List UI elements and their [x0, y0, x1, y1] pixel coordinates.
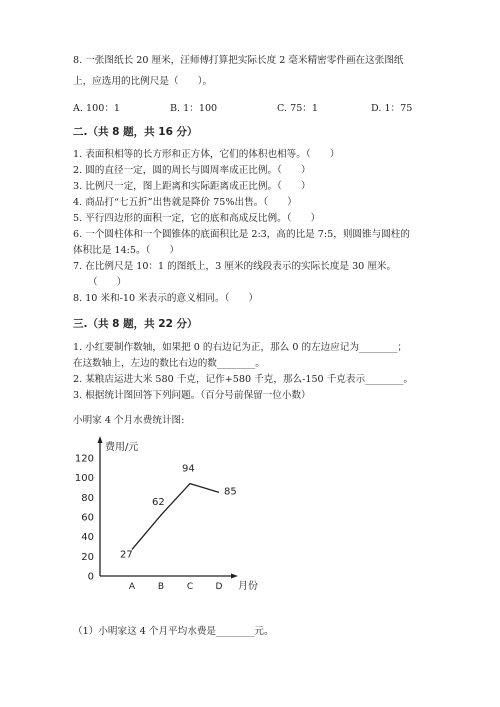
y-tick-label: 80 — [81, 492, 94, 504]
question-sub-1: （1）小明家这 4 个月平均水费是________元。 — [73, 626, 274, 637]
s2-item-7-line1: 7. 在比例尺是 10：1 的图纸上，3 厘米的线段表示的实际长度是 30 厘米。 — [73, 261, 397, 272]
s3-item-1-line2: 在这数轴上，左边的数比右边的数________。 — [73, 358, 265, 369]
s2-item-2: 2. 圆的直径一定，圆的周长与圆周率成正比例。（ ） — [73, 165, 311, 176]
data-label: 62 — [152, 497, 165, 509]
line-chart — [60, 430, 280, 605]
x-tick-label: B — [157, 582, 165, 592]
s2-item-3: 3. 比例尺一定，图上距离和实际距离成正比例。（ ） — [73, 181, 311, 192]
x-tick-label: C — [186, 582, 194, 592]
data-label: 94 — [182, 463, 195, 475]
s2-item-6-line1: 6. 一个圆柱体和一个圆锥体的底面积比是 2:3，高的比是 7:5，则圆锥与圆柱的 — [73, 229, 410, 240]
s3-item-3: 3. 根据统计图回答下列问题。（百分号前保留一位小数） — [73, 390, 311, 401]
y-tick-label: 0 — [87, 571, 94, 583]
y-axis-label: 费用/元 — [105, 442, 139, 453]
s2-item-4: 4. 商品打“七五折”出售就是降价 75%出售。（ ） — [73, 197, 297, 208]
series-line — [132, 484, 219, 550]
x-tick-label: D — [215, 582, 223, 592]
x-tick-label: A — [128, 582, 136, 592]
question-8-line1: 8. 一张图纸长 20 厘米，汪师傅打算把实际长度 2 毫米精密零件画在这张图纸 — [73, 55, 404, 66]
option-a: A. 100：1 — [73, 103, 121, 114]
y-tick-label: 60 — [81, 512, 94, 524]
x-axis-arrow — [231, 574, 238, 579]
s2-item-8: 8. 10 米和-10 米表示的意义相同。（ ） — [73, 293, 259, 304]
y-tick-label: 100 — [74, 473, 94, 485]
y-axis-arrow — [98, 436, 103, 443]
data-label: 27 — [120, 549, 133, 561]
s3-item-1-line1: 1. 小红要制作数轴，如果把 0 的右边记为正，那么 0 的左边应记为________； — [73, 342, 408, 353]
y-tick-label: 40 — [81, 532, 94, 544]
y-tick-label: 20 — [81, 551, 94, 563]
option-b: B. 1：100 — [170, 103, 218, 114]
s2-item-6-line2: 体积比是 14:5。（ ） — [73, 245, 180, 256]
s2-item-5: 5. 平行四边形的面积一定，它的底和高成反比例。（ ） — [73, 213, 321, 224]
section-2-heading: 二.（共 8 题，共 16 分） — [73, 126, 198, 138]
option-c: C. 75：1 — [277, 103, 319, 114]
s2-item-7-line2: （ ） — [88, 277, 127, 288]
data-label: 85 — [224, 486, 237, 498]
s2-item-1: 1. 表面积相等的长方形和正方体，它们的体积也相等。（ ） — [73, 149, 340, 160]
s3-item-2: 2. 某粮店运进大米 580 千克，记作+580 千克，那么-150 千克表示________。 — [73, 374, 414, 385]
x-axis-label: 月份 — [238, 581, 258, 592]
y-tick-label: 120 — [74, 453, 94, 465]
option-d: D. 1：75 — [371, 103, 413, 114]
section-3-heading: 三.（共 8 题，共 22 分） — [73, 318, 198, 330]
chart-caption: 小明家 4 个月水费统计图: — [73, 415, 185, 426]
question-8-line2: 上，应选用的比例尺是（ ）。 — [73, 76, 213, 87]
